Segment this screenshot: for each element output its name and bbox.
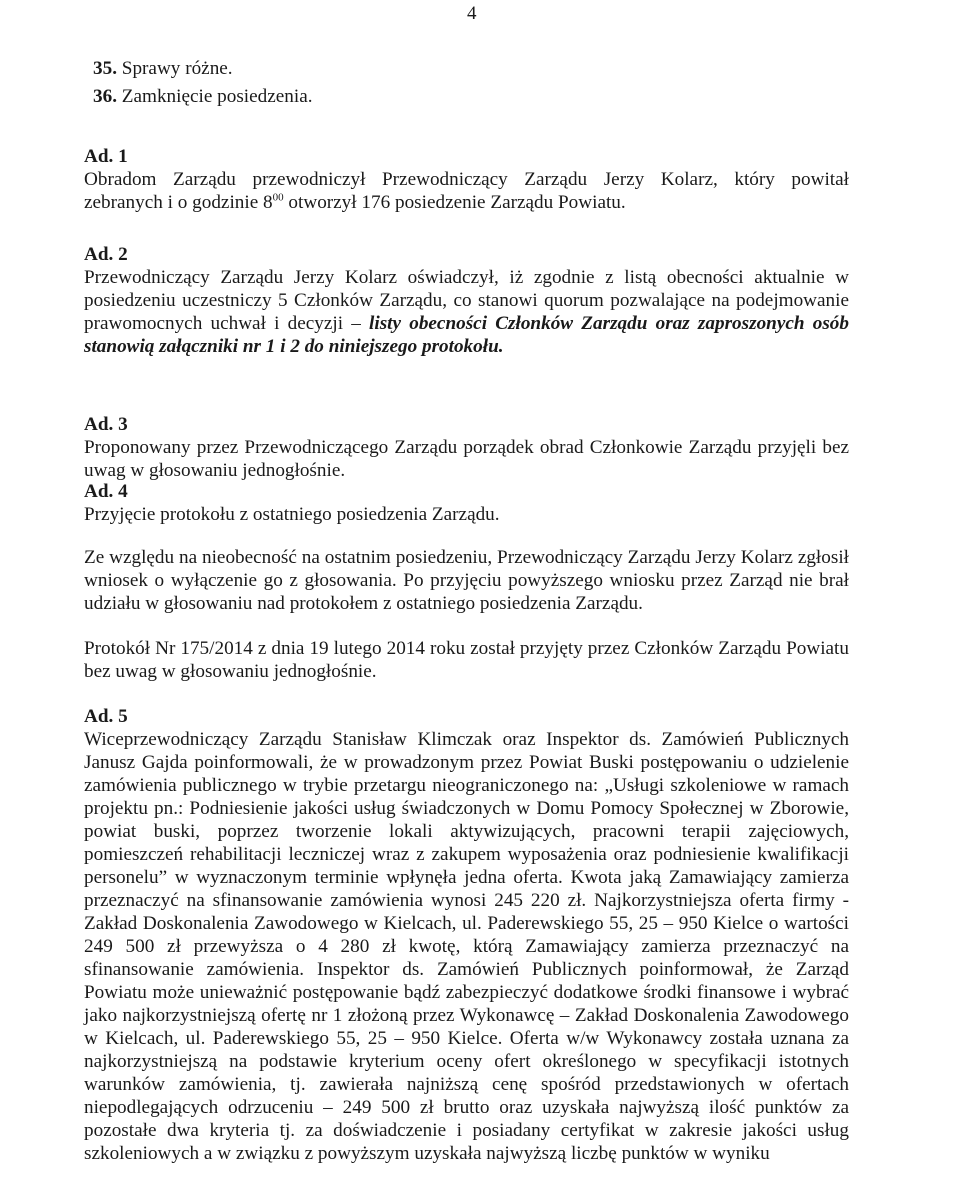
section-ad-4-paragraph-3 — [84, 637, 849, 683]
section-ad-4-paragraph-2 — [84, 546, 849, 615]
section-ad-2 — [84, 243, 849, 358]
agenda-item-text: Sprawy różne. — [116, 58, 233, 79]
section-heading: Ad. 1 — [84, 146, 128, 167]
paragraph-text: Przewodniczący Zarządu Jerzy Kolarz oświadczył, iż zgodnie z listą obecności aktualnie w posiedzeniu uczestniczy 5 Członków Zarządu, co stanowi quorum pozwalające na podejmowanie prawomocnych uchwał i decyzji – — [84, 267, 849, 334]
section-ad-1 — [84, 145, 849, 214]
agenda-list — [93, 55, 313, 111]
section-paragraph: Wiceprzewodniczący Zarządu Stanisław Klimczak oraz Inspektor ds. Zamówień Publicznych Janusz Gajda poinformowali, że w prowadzonym przez Powiat Buski postępowaniu o udzielenie zamówienia publicznego w trybie przetargu nieograniczonego na: „Usługi szkoleniowe w ramach projektu pn.: Podniesienie jakości usług świadczonych w Domu Pomocy Społecznej w Zborowie, powiat buski, poprzez tworzenie lokali aktywizujących, pracowni terapii zajęciowych, pomieszczeń rehabilitacji leczniczej wraz z zakupem wyposażenia oraz podniesienie kwalifikacji personelu” w wyznaczonym terminie wpłynęła jedna oferta. Kwota jaką Zamawiający zamierza przeznaczyć na sfinansowanie zamówienia wynosi 245 220 zł. Najkorzystniejsza oferta firmy - Zakład Doskonalenia Zawodowego w Kielcach, ul. Paderewskiego 55, 25 – 950 Kielce o wartości 249 500 zł przewyższa o 4 280 zł kwotę, którą Zamawiający zamierza przeznaczyć na sfinansowanie zamówienia. Inspektor ds. Zamówień Publicznych poinformował, że Zarząd Powiatu może unieważnić postępowanie bądź zabezpieczyć dodatkowe środki finansowe i wybrać jako najkorzystniejszą ofertę nr 1 złożoną przez Wykonawcę – Zakład Doskonalenia Zawodowego w Kielcach, ul. Paderewskiego 55, 25 – 950 Kielce. Oferta w/w Wykonawcy została uznana za najkorzystniejszą na podstawie kryterium oceny ofert określonego w specyfikacji istotnych warunków zamówienia, tj. zawierała najniższą cenę spośród przedstawionych w ofertach niepodlegających odrzuceniu – 249 500 zł brutto oraz uzyskała najwyższą ilość punktów za pozostałe dwa kryteria tj. za doświadczenie i posiadany certyfikat w zakresie jakości usług szkoleniowych a w związku z powyższym uzyskała najwyższą liczbę punktów w wyniku — [84, 729, 849, 1164]
section-heading: Ad. 2 — [84, 244, 128, 265]
section-ad-4 — [84, 480, 849, 526]
paragraph-emphasis: listy obecności Członków Zarządu oraz zaproszonych osób stanowią załączniki nr 1 i 2 do niniejszego protokołu. — [84, 313, 849, 357]
superscript: 00 — [272, 191, 284, 204]
agenda-item-number: 35. — [93, 58, 117, 79]
text-fragment: zebranych i o godzinie 8 — [84, 192, 273, 213]
section-paragraph: Ze względu na nieobecność na ostatnim posiedzeniu, Przewodniczący Zarządu Jerzy Kolarz zgłosił wniosek o wyłączenie go z głosowania. Po przyjęciu powyższego wniosku przez Zarząd nie brał udziału w głosowaniu nad protokołem z ostatniego posiedzenia Zarządu. — [84, 547, 849, 614]
section-paragraph: Przyjęcie protokołu z ostatniego posiedzenia Zarządu. — [84, 504, 500, 525]
section-heading: Ad. 3 — [84, 414, 128, 435]
section-ad-3 — [84, 413, 849, 482]
agenda-item-number: 36. — [93, 86, 117, 107]
section-paragraph: Proponowany przez Przewodniczącego Zarządu porządek obrad Członkowie Zarządu przyjęli bez uwag w głosowaniu jednogłośnie. — [84, 437, 849, 481]
section-text-line — [84, 191, 849, 214]
section-text-line: Obradom Zarządu przewodniczył Przewodniczący Zarządu Jerzy Kolarz, który powitał — [84, 169, 849, 190]
section-ad-5 — [84, 705, 849, 1165]
agenda-item-text: Zamknięcie posiedzenia. — [116, 86, 313, 107]
section-heading: Ad. 4 — [84, 481, 128, 502]
text-fragment: otworzył 176 posiedzenie Zarządu Powiatu. — [283, 192, 626, 213]
page-number: 4 — [467, 3, 477, 24]
section-paragraph — [84, 266, 849, 358]
agenda-item — [93, 83, 313, 111]
section-heading: Ad. 5 — [84, 706, 128, 727]
agenda-item — [93, 55, 313, 83]
section-paragraph: Protokół Nr 175/2014 z dnia 19 lutego 2014 roku został przyjęty przez Członków Zarządu Powiatu bez uwag w głosowaniu jednogłośnie. — [84, 638, 849, 682]
